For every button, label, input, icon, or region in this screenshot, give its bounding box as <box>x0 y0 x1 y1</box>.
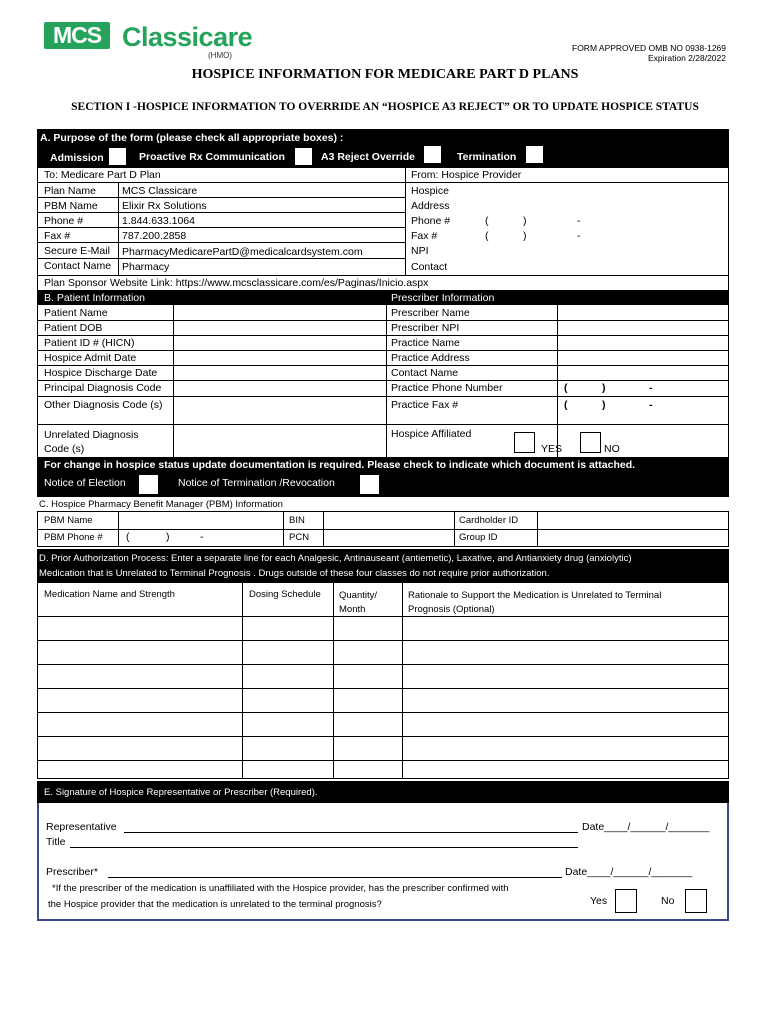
omb-number: FORM APPROVED OMB NO 0938-1269 <box>572 43 726 53</box>
to-label: To: Medicare Part D Plan <box>44 169 161 181</box>
paren-open: ( <box>485 215 489 227</box>
contact-label: Contact Name <box>44 260 112 272</box>
patient-id-label: Patient ID # (HICN) <box>44 337 135 349</box>
pcn-label: PCN <box>289 532 310 543</box>
prescriber-signature-line[interactable] <box>108 877 562 878</box>
affiliated-yes-checkbox[interactable] <box>514 432 535 453</box>
confirm-no-label: No <box>661 895 675 907</box>
npi-label: NPI <box>411 245 429 257</box>
option-admission-label: Admission <box>50 152 104 164</box>
section-c-heading: C. Hospice Pharmacy Benefit Manager (PBM) Information <box>39 499 283 510</box>
practice-address-label: Practice Address <box>391 352 470 364</box>
contact-value: Pharmacy <box>122 261 170 273</box>
section-d-line2: Medication that is Unrelated to Terminal Prognosis . Drugs outside of these four classes do not require prior authorization. <box>39 568 550 579</box>
paren-close: ) <box>166 531 170 543</box>
dash: - <box>577 230 581 242</box>
pbm-name-c-label: PBM Name <box>44 515 93 526</box>
termination-checkbox[interactable] <box>525 145 544 164</box>
hospice-contact-label: Contact <box>411 261 448 273</box>
footnote-line2: the Hospice provider that the medication is unrelated to the terminal prognosis? <box>48 899 382 910</box>
section-d-line1: D. Prior Authorization Process: Enter a separate line for each Analgesic, Antinauseant (antiemetic), Laxative, and Antianxiety drug (anxiolytic) <box>39 553 632 564</box>
unrelated-dx-label: Unrelated Diagnosis <box>44 429 139 441</box>
prescriber-npi-label: Prescriber NPI <box>391 322 460 334</box>
fax-label: Fax # <box>44 230 71 242</box>
paren-close: ) <box>523 215 527 227</box>
med-col-dosing: Dosing Schedule <box>249 589 321 600</box>
email-value: PharmacyMedicarePartD@medicalcardsystem.com <box>122 246 363 258</box>
email-label: Secure E-Mail <box>44 245 110 257</box>
affiliated-yes-label: YES <box>541 443 563 455</box>
dash: - <box>200 531 204 543</box>
section-title: SECTION I -HOSPICE INFORMATION TO OVERRIDE AN “HOSPICE A3 REJECT” OR TO UPDATE HOSPICE STATUS <box>71 101 699 113</box>
option-a3-label: A3 Reject Override <box>321 151 415 163</box>
paren-close: ) <box>602 399 606 411</box>
address-label: Address <box>411 200 450 212</box>
hospice-phone-label: Phone # <box>411 215 451 227</box>
paren-open: ( <box>564 382 568 394</box>
practice-name-label: Practice Name <box>391 337 460 349</box>
section-e-heading: E. Signature of Hospice Representative or Prescriber (Required). <box>44 787 318 798</box>
hospice-affiliated-label: Hospice Affiliated <box>391 428 472 440</box>
prescriber-sig-label: Prescriber* <box>46 866 98 878</box>
cardholder-label: Cardholder ID <box>459 515 519 526</box>
proactive-checkbox[interactable] <box>294 147 313 166</box>
logo-name: Classicare <box>122 22 253 52</box>
title-line[interactable] <box>70 847 578 848</box>
phone-value: 1.844.633.1064 <box>122 215 195 227</box>
plan-name-value: MCS Classicare <box>122 185 198 197</box>
bin-label: BIN <box>289 515 305 526</box>
paren-open: ( <box>126 531 130 543</box>
plan-name-label: Plan Name <box>44 185 96 197</box>
footnote-line1: *If the prescriber of the medication is unaffiliated with the Hospice provider, has the prescriber confirmed with <box>52 883 509 894</box>
title-label: Title <box>46 836 66 848</box>
option-proactive-label: Proactive Rx Communication <box>139 151 285 163</box>
practice-fax-label: Practice Fax # <box>391 399 459 411</box>
prescriber-heading: Prescriber Information <box>391 292 495 304</box>
representative-label: Representative <box>46 821 117 833</box>
confirm-yes-checkbox[interactable] <box>615 889 637 913</box>
a3-reject-checkbox[interactable] <box>423 145 442 164</box>
page-title: HOSPICE INFORMATION FOR MEDICARE PART D PLANS <box>191 67 579 82</box>
notice-termination-checkbox[interactable] <box>359 474 380 495</box>
notice-election-checkbox[interactable] <box>138 474 159 495</box>
expiration: Expiration 2/28/2022 <box>648 53 726 63</box>
logo-sub: (HMO) <box>208 51 232 60</box>
patient-dob-label: Patient DOB <box>44 322 103 334</box>
dash: - <box>649 382 653 394</box>
admit-date-label: Hospice Admit Date <box>44 352 137 364</box>
section-b-heading: B. Patient Information <box>44 292 145 304</box>
from-label: From: Hospice Provider <box>411 169 522 181</box>
paren-open: ( <box>564 399 568 411</box>
notice-election-label: Notice of Election <box>44 477 126 489</box>
paren-close: ) <box>523 230 527 242</box>
med-col-name: Medication Name and Strength <box>44 589 175 600</box>
dash: - <box>649 399 653 411</box>
pbm-phone-c-label: PBM Phone # <box>44 532 103 543</box>
patient-name-label: Patient Name <box>44 307 108 319</box>
other-dx-label: Other Diagnosis Code (s) <box>44 399 163 411</box>
section-a-heading: A. Purpose of the form (please check all appropriate boxes) : <box>40 132 344 144</box>
rep-date[interactable]: Date____/______/_______ <box>582 821 710 833</box>
prescriber-contact-label: Contact Name <box>391 367 459 379</box>
confirm-yes-label: Yes <box>590 895 608 907</box>
option-termination-label: Termination <box>457 151 517 163</box>
practice-phone-label: Practice Phone Number <box>391 382 503 394</box>
unrelated-dx-label-2: Code (s) <box>44 443 85 455</box>
pbm-name-value: Elixir Rx Solutions <box>122 200 207 212</box>
dash: - <box>577 215 581 227</box>
med-col-quantity: Quantity/ Month <box>339 590 378 615</box>
representative-signature-line[interactable] <box>124 832 578 833</box>
phone-label: Phone # <box>44 215 84 227</box>
discharge-date-label: Hospice Discharge Date <box>44 367 158 379</box>
pbm-name-label: PBM Name <box>44 200 98 212</box>
status-note: For change in hospice status update documentation is required. Please check to indicate which document is attached. <box>44 459 636 471</box>
affiliated-no-checkbox[interactable] <box>580 432 601 453</box>
hospice-fax-label: Fax # <box>411 230 438 242</box>
paren-open: ( <box>485 230 489 242</box>
principal-dx-label: Principal Diagnosis Code <box>44 382 162 394</box>
prescriber-date[interactable]: Date____/______/_______ <box>565 866 693 878</box>
fax-value: 787.200.2858 <box>122 230 187 242</box>
paren-close: ) <box>602 382 606 394</box>
notice-termination-label: Notice of Termination /Revocation <box>178 477 335 489</box>
group-label: Group ID <box>459 532 498 543</box>
affiliated-no-label: NO <box>604 443 620 455</box>
confirm-no-checkbox[interactable] <box>685 889 707 913</box>
hospice-label: Hospice <box>411 185 449 197</box>
section-a-header <box>37 129 729 168</box>
med-col-rationale: Rationale to Support the Medication is Unrelated to Terminal Prognosis (Optional) <box>408 590 662 615</box>
prescriber-name-label: Prescriber Name <box>391 307 470 319</box>
admission-checkbox[interactable] <box>108 147 127 166</box>
logo-mark: MCS <box>44 22 110 49</box>
website-link[interactable]: Plan Sponsor Website Link: https://www.mcsclassicare.com/es/Paginas/Inicio.aspx <box>44 277 429 289</box>
